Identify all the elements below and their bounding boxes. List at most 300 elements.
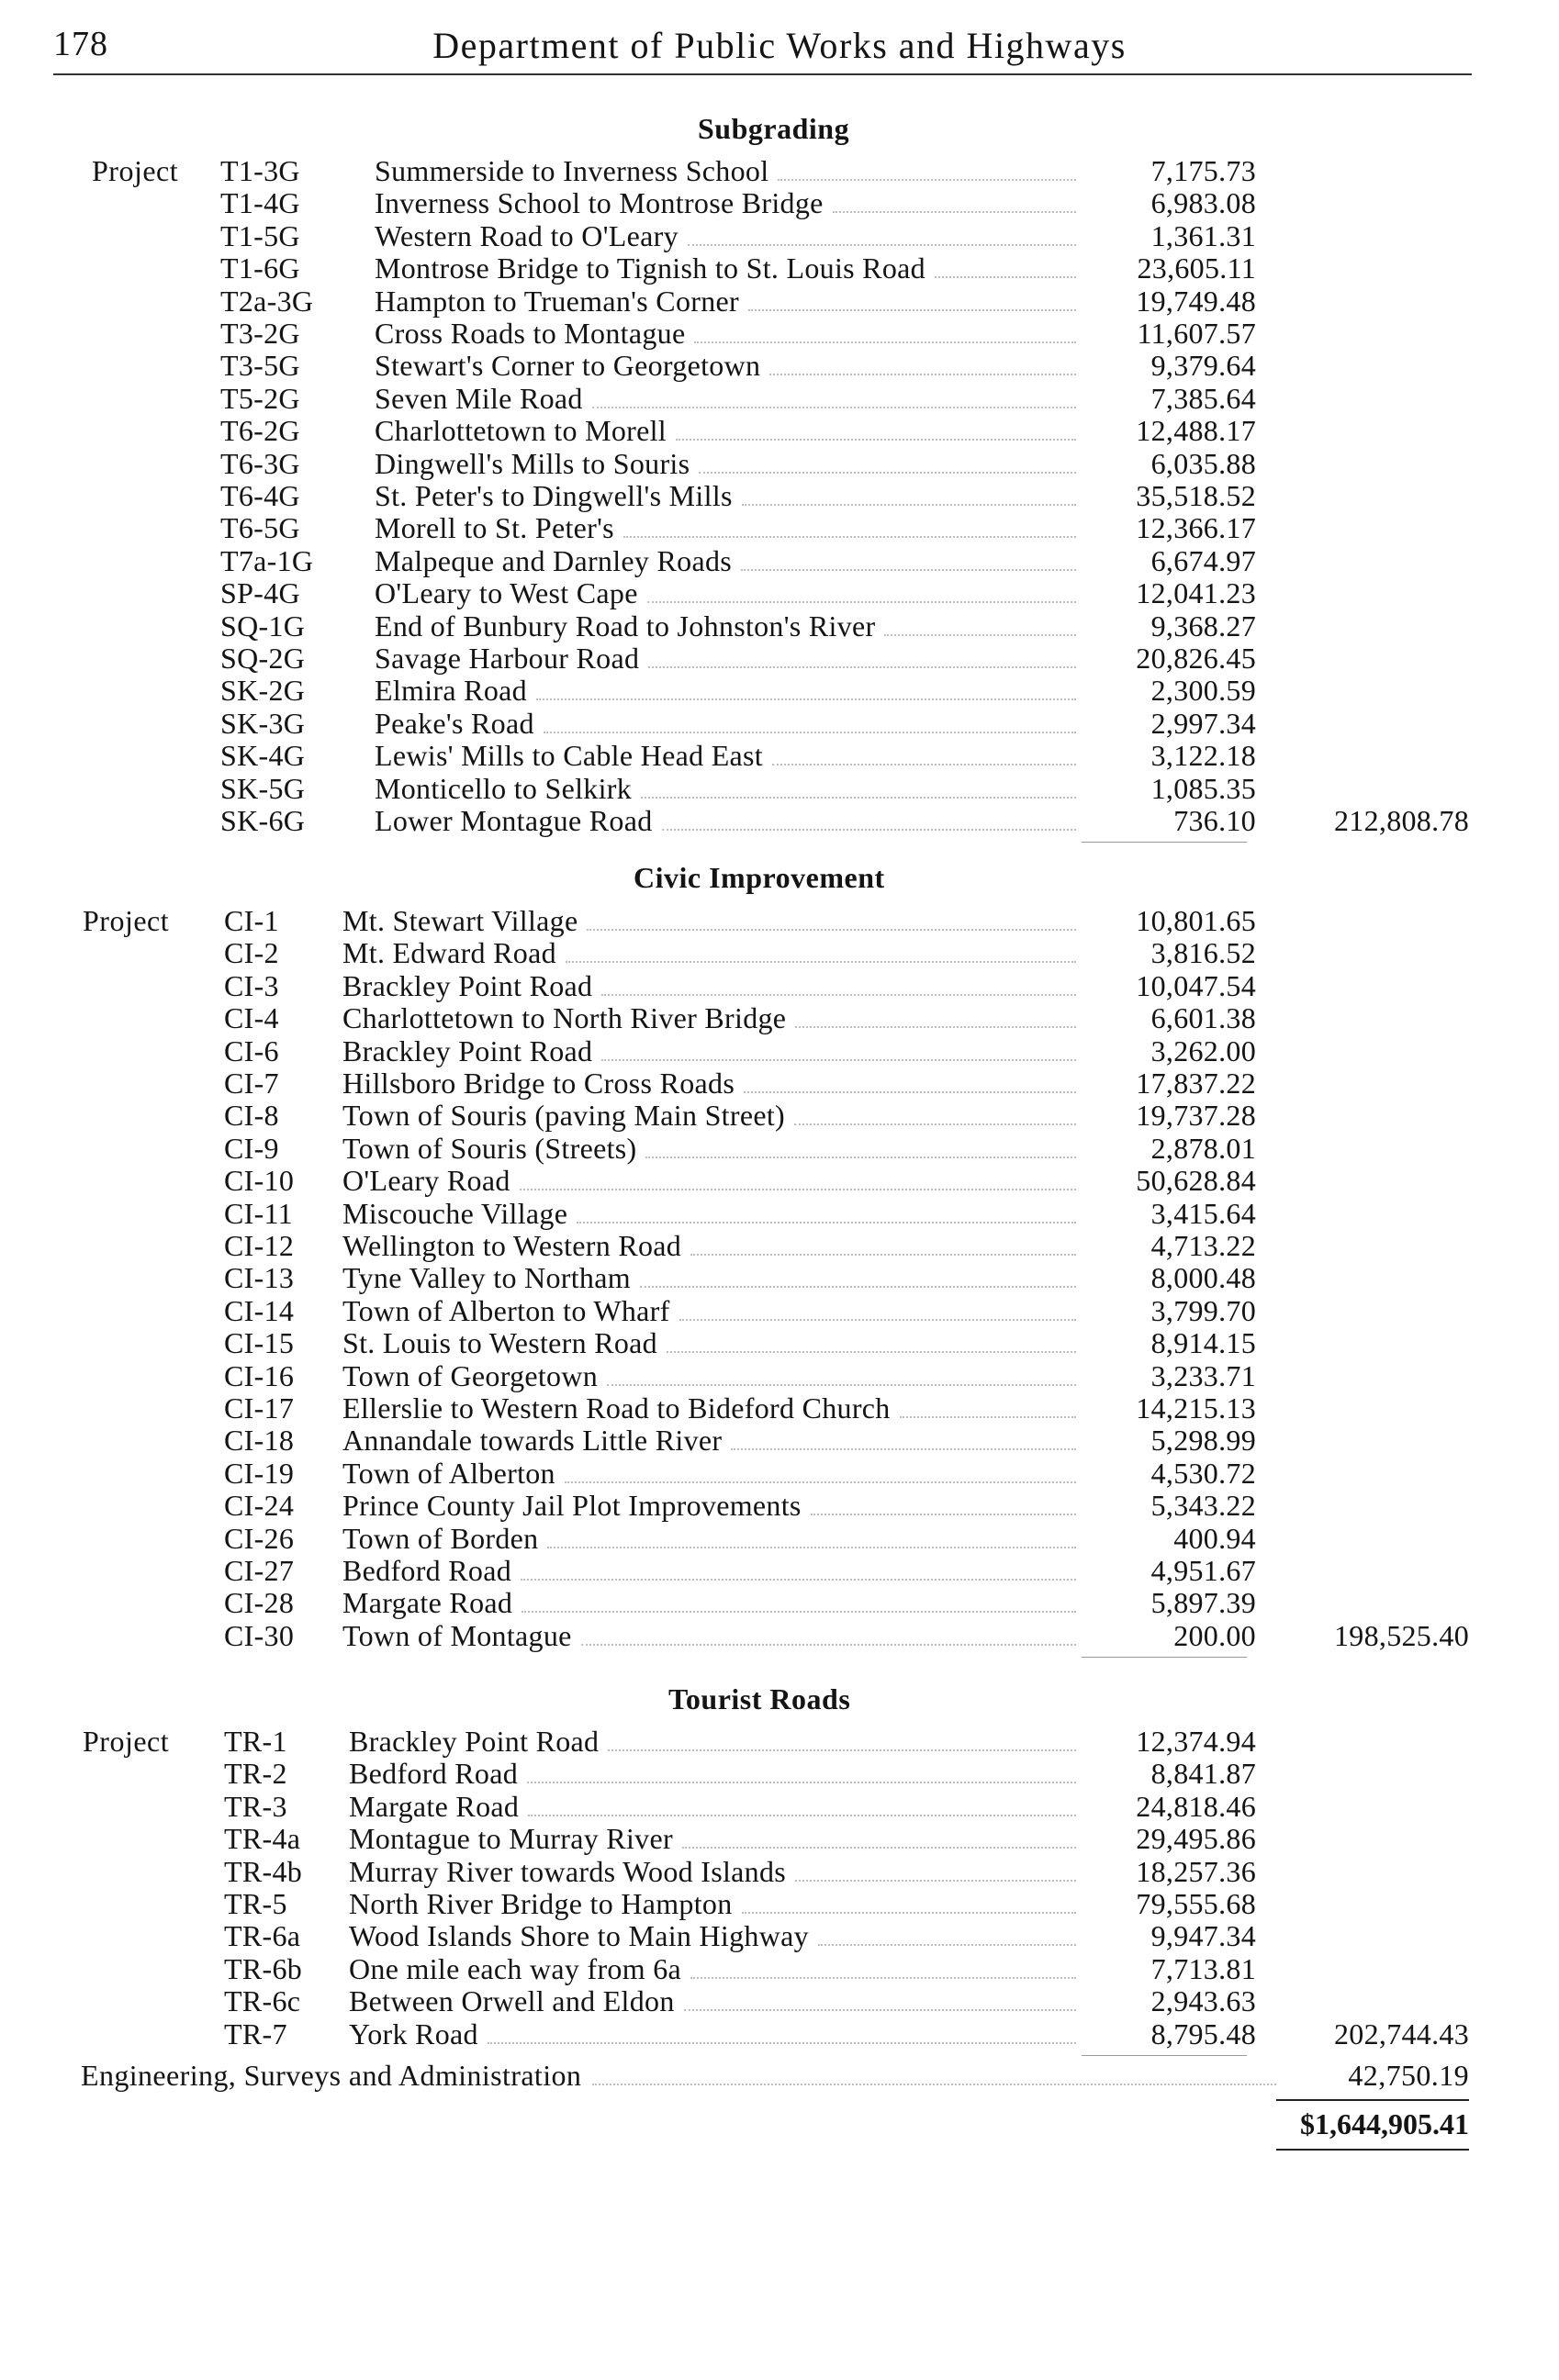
- project-code: TR-6b: [224, 1951, 303, 1985]
- project-description: [349, 1725, 1082, 1759]
- description-text: Lower Montague Road: [375, 804, 653, 837]
- project-description: [375, 772, 1082, 806]
- dot-leader: [679, 1319, 1076, 1321]
- description-text: Cross Roads to Montague: [375, 317, 686, 350]
- project-code: CI-4: [224, 1001, 279, 1035]
- project-code: TR-6a: [224, 1919, 301, 1953]
- table-row: [0, 447, 1559, 479]
- project-code: CI-1: [224, 904, 279, 937]
- description-text: Lewis' Mills to Cable Head East: [375, 739, 763, 773]
- table-row: [0, 349, 1559, 381]
- project-code: CI-8: [224, 1099, 279, 1133]
- project-label: Project: [83, 1725, 170, 1758]
- description-text: Montague to Murray River: [349, 1822, 673, 1856]
- dot-leader: [645, 1156, 1076, 1158]
- dot-leader: [488, 2042, 1076, 2044]
- project-amount: 29,495.86: [1136, 1822, 1256, 1856]
- project-code: CI-27: [224, 1554, 295, 1587]
- description-text: Summerside to Inverness School: [375, 154, 769, 187]
- project-amount: 2,997.34: [1150, 706, 1256, 740]
- table-row: [0, 479, 1559, 511]
- table-row: [0, 285, 1559, 317]
- subtotal-rule: [1082, 1657, 1247, 1658]
- description-text: Savage Harbour Road: [375, 642, 640, 675]
- description-text: End of Bunbury Road to Johnston's River: [375, 609, 876, 642]
- table-row: [0, 1197, 1559, 1229]
- project-description: [342, 1197, 1082, 1231]
- project-code: SK-3G: [220, 706, 306, 740]
- table-row: [0, 674, 1559, 706]
- dot-leader: [688, 244, 1076, 246]
- project-description: [375, 511, 1082, 545]
- section-total: 202,744.43: [1334, 2017, 1469, 2050]
- engineering-row: [0, 2059, 1559, 2092]
- dot-leader: [833, 211, 1076, 213]
- project-description: [375, 642, 1082, 676]
- project-description: [342, 1261, 1082, 1295]
- project-code: CI-18: [224, 1424, 295, 1458]
- dot-leader: [607, 1384, 1076, 1386]
- table-row: [0, 1359, 1559, 1391]
- description-text: Hillsboro Bridge to Cross Roads: [342, 1067, 735, 1100]
- project-code: SP-4G: [220, 576, 300, 610]
- project-amount: 3,122.18: [1150, 739, 1256, 773]
- description-text: Ellerslie to Western Road to Bideford Church: [342, 1391, 891, 1425]
- dot-leader: [778, 179, 1076, 181]
- table-row: [0, 1424, 1559, 1456]
- table-row: [0, 1822, 1559, 1854]
- table-row: [0, 1855, 1559, 1887]
- description-text: Margate Road: [342, 1586, 513, 1620]
- dot-leader: [592, 2084, 1276, 2085]
- project-amount: 11,607.57: [1137, 317, 1256, 350]
- description-text: One mile each way from 6a: [349, 1951, 682, 1985]
- project-amount: 6,674.97: [1150, 543, 1256, 577]
- project-description: [375, 804, 1082, 838]
- dot-leader: [684, 2009, 1076, 2011]
- dot-leader: [748, 309, 1076, 311]
- project-amount: 10,047.54: [1136, 968, 1256, 1002]
- description-text: Murray River towards Wood Islands: [349, 1854, 786, 1888]
- project-code: TR-1: [224, 1725, 287, 1758]
- project-code: SQ-1G: [220, 609, 306, 642]
- table-row: [0, 1294, 1559, 1326]
- dot-leader: [742, 504, 1076, 506]
- project-code: CI-9: [224, 1131, 279, 1165]
- description-text: Wellington to Western Road: [342, 1229, 682, 1262]
- project-amount: 3,799.70: [1150, 1293, 1256, 1327]
- project-description: [342, 1424, 1082, 1458]
- description-text: Tyne Valley to Northam: [342, 1261, 631, 1295]
- table-row: [0, 251, 1559, 284]
- project-amount: 18,257.36: [1136, 1854, 1256, 1888]
- description-text: Hampton to Trueman's Corner: [375, 284, 739, 318]
- description-text: Brackley Point Road: [342, 968, 593, 1002]
- dot-leader: [520, 1189, 1076, 1190]
- engineering-amount: 42,750.19: [1348, 2059, 1469, 2092]
- description-text: Bedford Road: [342, 1554, 512, 1587]
- project-code: TR-5: [224, 1887, 287, 1920]
- table-row: [0, 317, 1559, 349]
- project-amount: 8,914.15: [1150, 1326, 1256, 1360]
- dot-leader: [900, 1416, 1076, 1418]
- project-code: CI-19: [224, 1456, 295, 1490]
- project-code: T1-5G: [220, 218, 300, 252]
- project-code: CI-14: [224, 1293, 295, 1327]
- dot-leader: [818, 1944, 1076, 1946]
- project-amount: 2,943.63: [1150, 1984, 1256, 2018]
- page-title: Department of Public Works and Highways: [432, 25, 1127, 66]
- project-code: SK-2G: [220, 674, 306, 708]
- table-row: [0, 219, 1559, 251]
- description-text: Monticello to Selkirk: [375, 771, 633, 805]
- project-description: [375, 674, 1082, 708]
- table-row: [0, 1391, 1559, 1424]
- table-row: [0, 739, 1559, 771]
- description-text: Town of Borden: [342, 1521, 539, 1555]
- project-amount: 79,555.68: [1136, 1887, 1256, 1920]
- table-row: [0, 511, 1559, 543]
- table-row: [0, 772, 1559, 804]
- table-row: [0, 1919, 1559, 1951]
- description-text: Brackley Point Road: [342, 1034, 593, 1067]
- project-code: CI-3: [224, 968, 279, 1002]
- project-code: TR-4a: [224, 1822, 301, 1856]
- project-code: SK-5G: [220, 771, 306, 805]
- project-code: CI-24: [224, 1489, 295, 1523]
- description-text: Town of Alberton: [342, 1456, 555, 1490]
- project-amount: 2,300.59: [1150, 674, 1256, 708]
- dot-leader: [884, 634, 1076, 636]
- table-row: [0, 1067, 1559, 1099]
- project-amount: 8,841.87: [1150, 1757, 1256, 1791]
- project-amount: 14,215.13: [1136, 1391, 1256, 1425]
- dot-leader: [682, 1847, 1076, 1849]
- project-amount: 7,385.64: [1150, 381, 1256, 415]
- project-amount: 5,343.22: [1150, 1489, 1256, 1523]
- project-code: T1-3G: [220, 154, 300, 187]
- project-description: [342, 1359, 1082, 1393]
- project-description: [342, 1554, 1082, 1588]
- dot-leader: [547, 1547, 1076, 1548]
- project-description: [375, 382, 1082, 416]
- dot-leader: [566, 961, 1076, 963]
- project-amount: 23,605.11: [1137, 251, 1256, 285]
- project-description: [342, 1457, 1082, 1491]
- page-number: 178: [53, 25, 108, 63]
- subtotal-rule: [1082, 842, 1247, 843]
- project-description: [342, 1099, 1082, 1133]
- description-text: Malpeque and Darnley Roads: [375, 543, 733, 577]
- project-code: CI-12: [224, 1229, 295, 1262]
- project-code: T7a-1G: [220, 543, 314, 577]
- table-row: [0, 544, 1559, 576]
- description-text: Miscouche Village: [342, 1196, 568, 1230]
- project-amount: 12,488.17: [1136, 414, 1256, 448]
- table-row: [0, 642, 1559, 674]
- table-row: [0, 154, 1559, 186]
- dot-leader: [694, 341, 1076, 343]
- dot-leader: [640, 1286, 1076, 1288]
- project-code: T6-2G: [220, 414, 300, 448]
- dot-leader: [795, 1026, 1076, 1028]
- project-code: TR-6c: [224, 1984, 301, 2018]
- project-description: [342, 1489, 1082, 1523]
- dot-leader: [690, 1977, 1076, 1979]
- project-amount: 2,878.01: [1150, 1131, 1256, 1165]
- project-description: [342, 1229, 1082, 1263]
- table-row: [0, 936, 1559, 968]
- dot-leader: [577, 1222, 1076, 1224]
- project-amount: 12,041.23: [1136, 576, 1256, 610]
- project-amount: 50,628.84: [1136, 1164, 1256, 1198]
- description-text: Peake's Road: [375, 706, 534, 740]
- project-amount: 6,983.08: [1150, 186, 1256, 220]
- project-amount: 5,298.99: [1150, 1424, 1256, 1458]
- description-text: Morell to St. Peter's: [375, 511, 614, 545]
- project-description: [349, 1822, 1082, 1856]
- table-row: [0, 707, 1559, 739]
- project-description: [375, 739, 1082, 773]
- project-amount: 10,801.65: [1136, 904, 1256, 937]
- description-text: Charlottetown to North River Bridge: [342, 1001, 787, 1035]
- dot-leader: [811, 1514, 1076, 1515]
- description-text: Town of Souris (Streets): [342, 1131, 637, 1165]
- engineering-text: Engineering, Surveys and Administration: [81, 2059, 582, 2092]
- description-text: Bedford Road: [349, 1757, 519, 1791]
- dot-leader: [769, 374, 1076, 375]
- dot-leader: [772, 764, 1076, 765]
- dot-leader: [581, 1644, 1076, 1646]
- description-text: St. Peter's to Dingwell's Mills: [375, 479, 733, 512]
- description-text: York Road: [349, 2017, 478, 2050]
- project-code: T1-4G: [220, 186, 300, 220]
- project-amount: 5,897.39: [1150, 1586, 1256, 1620]
- dot-leader: [741, 569, 1076, 571]
- description-text: Annandale towards Little River: [342, 1424, 723, 1458]
- description-text: Dingwell's Mills to Souris: [375, 446, 690, 480]
- project-description: [342, 969, 1082, 1003]
- dot-leader: [527, 1782, 1076, 1783]
- dot-leader: [935, 276, 1076, 278]
- project-description: [375, 544, 1082, 578]
- project-description: [375, 707, 1082, 741]
- project-amount: 6,035.88: [1150, 446, 1256, 480]
- description-text: Inverness School to Montrose Bridge: [375, 186, 824, 220]
- table-row: [0, 576, 1559, 609]
- grand-total-rule-top: [1276, 2099, 1469, 2101]
- dot-leader: [623, 536, 1076, 538]
- table-row: [0, 1790, 1559, 1822]
- dot-leader: [592, 407, 1076, 408]
- table-row: [0, 804, 1559, 836]
- project-description: [349, 1952, 1082, 1986]
- project-code: CI-11: [224, 1196, 293, 1230]
- description-text: Town of Montague: [342, 1618, 572, 1652]
- description-text: St. Louis to Western Road: [342, 1326, 657, 1360]
- description-text: Wood Islands Shore to Main Highway: [349, 1919, 809, 1953]
- table-row: [0, 1457, 1559, 1489]
- description-text: Elmira Road: [375, 674, 527, 708]
- dot-leader: [667, 1351, 1076, 1353]
- dot-leader: [744, 1091, 1076, 1093]
- project-description: [375, 609, 1082, 643]
- project-amount: 12,374.94: [1136, 1725, 1256, 1758]
- header-rule: [53, 73, 1472, 75]
- dot-leader: [601, 994, 1076, 996]
- table-row: [0, 609, 1559, 642]
- project-amount: 1,085.35: [1150, 771, 1256, 805]
- project-code: CI-16: [224, 1358, 295, 1392]
- dot-leader: [587, 929, 1076, 931]
- dot-leader: [536, 698, 1076, 700]
- project-amount: 3,816.52: [1150, 936, 1256, 970]
- dot-leader: [676, 439, 1076, 441]
- project-description: [349, 2017, 1082, 2051]
- project-description: [375, 447, 1082, 481]
- dot-leader: [795, 1880, 1076, 1882]
- project-amount: 9,379.64: [1150, 349, 1256, 383]
- project-amount: 4,951.67: [1150, 1554, 1256, 1587]
- project-code: T2a-3G: [220, 284, 314, 318]
- project-code: CI-10: [224, 1164, 295, 1198]
- description-text: Town of Georgetown: [342, 1358, 599, 1392]
- table-row: [0, 1887, 1559, 1919]
- project-code: T3-5G: [220, 349, 300, 383]
- description-text: Charlottetown to Morell: [375, 414, 667, 448]
- project-code: CI-6: [224, 1034, 279, 1067]
- table-row: [0, 1619, 1559, 1651]
- project-description: [342, 1326, 1082, 1360]
- project-description: [342, 936, 1082, 970]
- project-description: [342, 1067, 1082, 1101]
- project-description: [349, 1919, 1082, 1953]
- project-amount: 4,530.72: [1150, 1456, 1256, 1490]
- dot-leader: [699, 472, 1076, 474]
- project-amount: 3,415.64: [1150, 1196, 1256, 1230]
- project-amount: 7,175.73: [1150, 154, 1256, 187]
- dot-leader: [608, 1749, 1076, 1751]
- section-heading: Civic Improvement: [634, 861, 885, 894]
- project-description: [375, 154, 1082, 188]
- project-code: CI-15: [224, 1326, 295, 1360]
- project-description: [342, 1294, 1082, 1328]
- dot-leader: [794, 1123, 1076, 1125]
- project-description: [375, 414, 1082, 448]
- section-total: 212,808.78: [1334, 804, 1469, 837]
- project-code: TR-2: [224, 1757, 287, 1791]
- engineering-label: [81, 2059, 1284, 2093]
- description-text: Town of Alberton to Wharf: [342, 1293, 670, 1327]
- table-row: [0, 1554, 1559, 1586]
- project-description: [375, 576, 1082, 610]
- project-code: CI-26: [224, 1521, 295, 1555]
- project-amount: 200.00: [1173, 1618, 1256, 1652]
- project-amount: 3,262.00: [1150, 1034, 1256, 1067]
- table-row: [0, 1489, 1559, 1521]
- project-description: [349, 1887, 1082, 1921]
- project-description: [342, 1586, 1082, 1620]
- project-description: [342, 1132, 1082, 1166]
- description-text: Western Road to O'Leary: [375, 218, 679, 252]
- project-amount: 17,837.22: [1136, 1067, 1256, 1100]
- description-text: O'Leary to West Cape: [375, 576, 638, 610]
- project-code: CI-17: [224, 1391, 295, 1425]
- project-amount: 1,361.31: [1150, 218, 1256, 252]
- project-description: [349, 1757, 1082, 1791]
- dot-leader: [544, 732, 1076, 733]
- table-row: [0, 1984, 1559, 2017]
- table-row: [0, 904, 1559, 936]
- description-text: Mt. Stewart Village: [342, 904, 578, 937]
- project-amount: 3,233.71: [1150, 1358, 1256, 1392]
- project-amount: 9,947.34: [1150, 1919, 1256, 1953]
- description-text: Mt. Edward Road: [342, 936, 556, 970]
- table-row: [0, 1164, 1559, 1196]
- description-text: O'Leary Road: [342, 1164, 510, 1198]
- description-text: Between Orwell and Eldon: [349, 1984, 675, 2018]
- dot-leader: [742, 1912, 1076, 1914]
- table-row: [0, 382, 1559, 414]
- page-header: [0, 13, 1559, 68]
- project-code: CI-7: [224, 1067, 279, 1100]
- project-description: [375, 349, 1082, 383]
- project-code: TR-4b: [224, 1854, 303, 1888]
- project-amount: 4,713.22: [1150, 1229, 1256, 1262]
- section-heading: Subgrading: [698, 112, 850, 145]
- dot-leader: [528, 1815, 1076, 1816]
- project-code: T6-3G: [220, 446, 300, 480]
- project-code: T1-6G: [220, 251, 300, 285]
- project-amount: 19,737.28: [1136, 1099, 1256, 1133]
- project-amount: 35,518.52: [1136, 479, 1256, 512]
- project-amount: 20,826.45: [1136, 642, 1256, 675]
- project-description: [342, 1034, 1082, 1068]
- table-row: [0, 1034, 1559, 1067]
- dot-leader: [641, 797, 1076, 799]
- dot-leader: [731, 1448, 1076, 1450]
- table-row: [0, 1522, 1559, 1554]
- table-row: [0, 186, 1559, 218]
- project-code: CI-28: [224, 1586, 295, 1620]
- project-description: [375, 479, 1082, 513]
- description-text: Montrose Bridge to Tignish to St. Louis Road: [375, 251, 925, 285]
- dot-leader: [601, 1059, 1076, 1061]
- section-heading: Tourist Roads: [668, 1682, 851, 1715]
- project-amount: 8,000.48: [1150, 1261, 1256, 1295]
- project-amount: 9,368.27: [1150, 609, 1256, 642]
- project-description: [342, 1001, 1082, 1035]
- project-description: [349, 1855, 1082, 1889]
- project-description: [342, 1164, 1082, 1198]
- project-code: T6-5G: [220, 511, 300, 545]
- dot-leader: [648, 666, 1076, 668]
- project-code: SK-6G: [220, 804, 306, 837]
- project-code: TR-3: [224, 1789, 287, 1823]
- description-text: Prince County Jail Plot Improvements: [342, 1489, 802, 1523]
- description-text: North River Bridge to Hampton: [349, 1887, 733, 1920]
- project-description: [375, 285, 1082, 318]
- description-text: Margate Road: [349, 1789, 520, 1823]
- project-code: SK-4G: [220, 739, 306, 773]
- project-code: CI-30: [224, 1618, 295, 1652]
- table-row: [0, 414, 1559, 446]
- table-row: [0, 1001, 1559, 1034]
- table-row: [0, 1229, 1559, 1261]
- project-code: T5-2G: [220, 381, 300, 415]
- project-description: [342, 1619, 1082, 1653]
- project-label: Project: [92, 154, 179, 187]
